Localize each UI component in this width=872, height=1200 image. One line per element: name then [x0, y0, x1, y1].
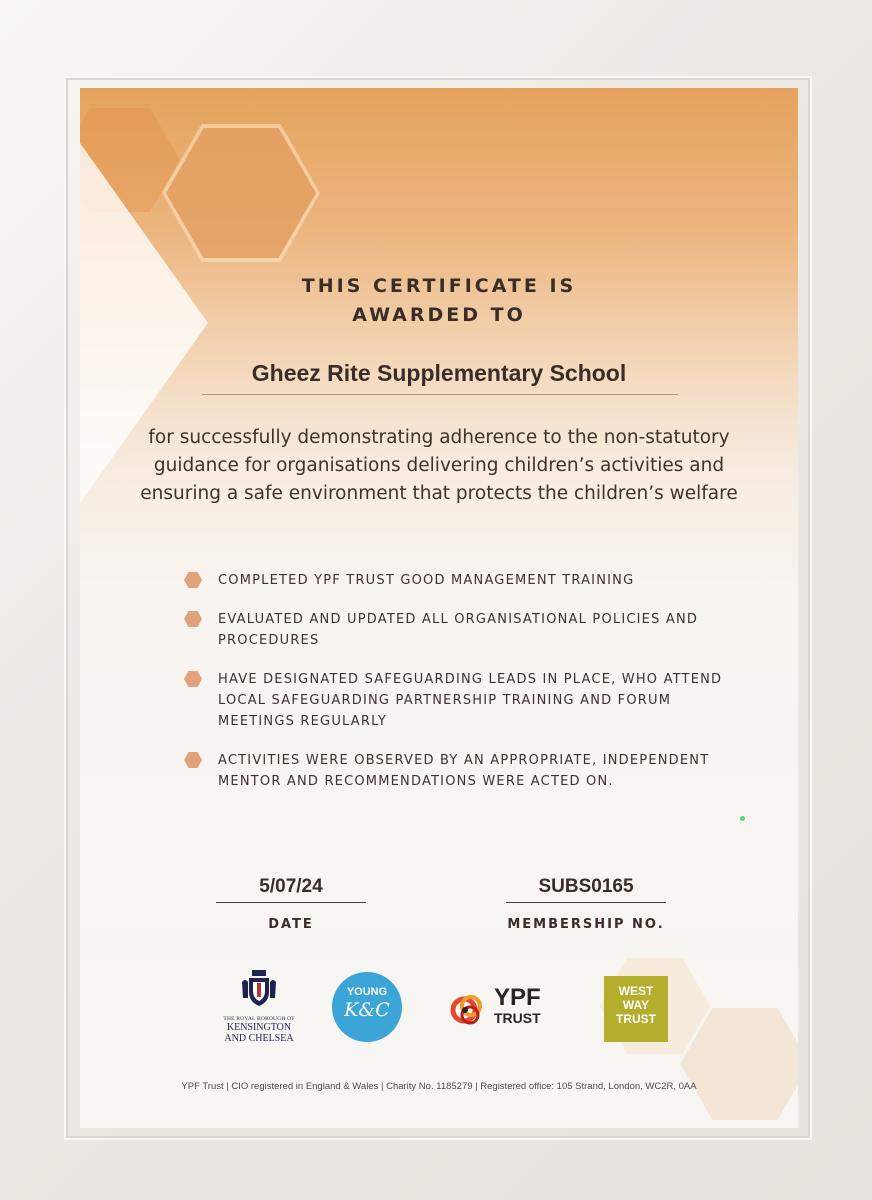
- young-kc-top: YOUNG: [346, 986, 388, 998]
- hexagon-bullet-icon: [184, 752, 202, 768]
- criterion-text: EVALUATED AND UPDATED ALL ORGANISATIONAL POLICIES AND PROCEDURES: [218, 612, 699, 648]
- westway-line-2: WAY: [622, 998, 650, 1012]
- date-field: [216, 876, 366, 932]
- certificate: [80, 88, 798, 1128]
- heading-line-2: AWARDED TO: [352, 304, 526, 326]
- rbkc-line-2: AND CHELSEA: [224, 1033, 294, 1044]
- membership-value: SUBS0165: [506, 876, 666, 903]
- ypf-rings-icon: [448, 984, 492, 1034]
- certificate-heading: [80, 272, 798, 330]
- criteria-list: [184, 570, 744, 792]
- westway-trust-logo: [604, 976, 668, 1042]
- hexagon-bullet-icon: [184, 611, 202, 627]
- ypf-name: YPF: [494, 984, 541, 1011]
- rbkc-line-1: KENSINGTON: [226, 1022, 292, 1033]
- young-kc-logo: [332, 972, 402, 1042]
- date-value: 5/07/24: [216, 876, 366, 903]
- westway-line-3: TRUST: [616, 1012, 656, 1026]
- rbkc-logo: [204, 968, 314, 1044]
- rbkc-small-text: THE ROYAL BOROUGH OF: [223, 1016, 295, 1022]
- criterion-text: COMPLETED YPF TRUST GOOD MANAGEMENT TRAINING: [218, 573, 635, 588]
- ypf-sub: TRUST: [494, 1010, 541, 1026]
- list-item: [184, 669, 744, 732]
- light-reflection: [740, 816, 745, 821]
- hexagon-bullet-icon: [184, 671, 202, 687]
- recipient-underline: [202, 394, 678, 395]
- criterion-text: HAVE DESIGNATED SAFEGUARDING LEADS IN PLACE, WHO ATTEND LOCAL SAFEGUARDING PARTNERSHIP TRAINING AND FORUM MEETINGS REGULARLY: [218, 672, 723, 729]
- recipient-name: Gheez Rite Supplementary School: [251, 360, 627, 386]
- heading-line-1: THIS CERTIFICATE IS: [301, 275, 577, 297]
- ypf-trust-logo: [448, 984, 564, 1034]
- membership-label: MEMBERSHIP NO.: [507, 917, 665, 932]
- list-item: [184, 750, 744, 792]
- criterion-text: ACTIVITIES WERE OBSERVED BY AN APPROPRIATE, INDEPENDENT MENTOR AND RECOMMENDATIONS WERE ACTED ON.: [218, 753, 710, 789]
- award-statement: for successfully demonstrating adherence to the non-statutory guidance for organisations delivering children’s activities and ensuring a safe environment that protects the children’s welfare: [140, 427, 738, 504]
- date-label: DATE: [268, 917, 314, 932]
- young-kc-bottom: K&C: [344, 999, 390, 1021]
- list-item: [184, 609, 744, 651]
- list-item: [184, 570, 744, 591]
- hexagon-bullet-icon: [184, 572, 202, 588]
- membership-field: [506, 876, 666, 932]
- crest-icon: [239, 968, 279, 1008]
- footer-registration: YPF Trust | CIO registered in England & Wales | Charity No. 1185279 | Registered office: 105 Strand, London, WC2R, 0AA: [181, 1081, 697, 1092]
- westway-line-1: WEST: [618, 984, 654, 998]
